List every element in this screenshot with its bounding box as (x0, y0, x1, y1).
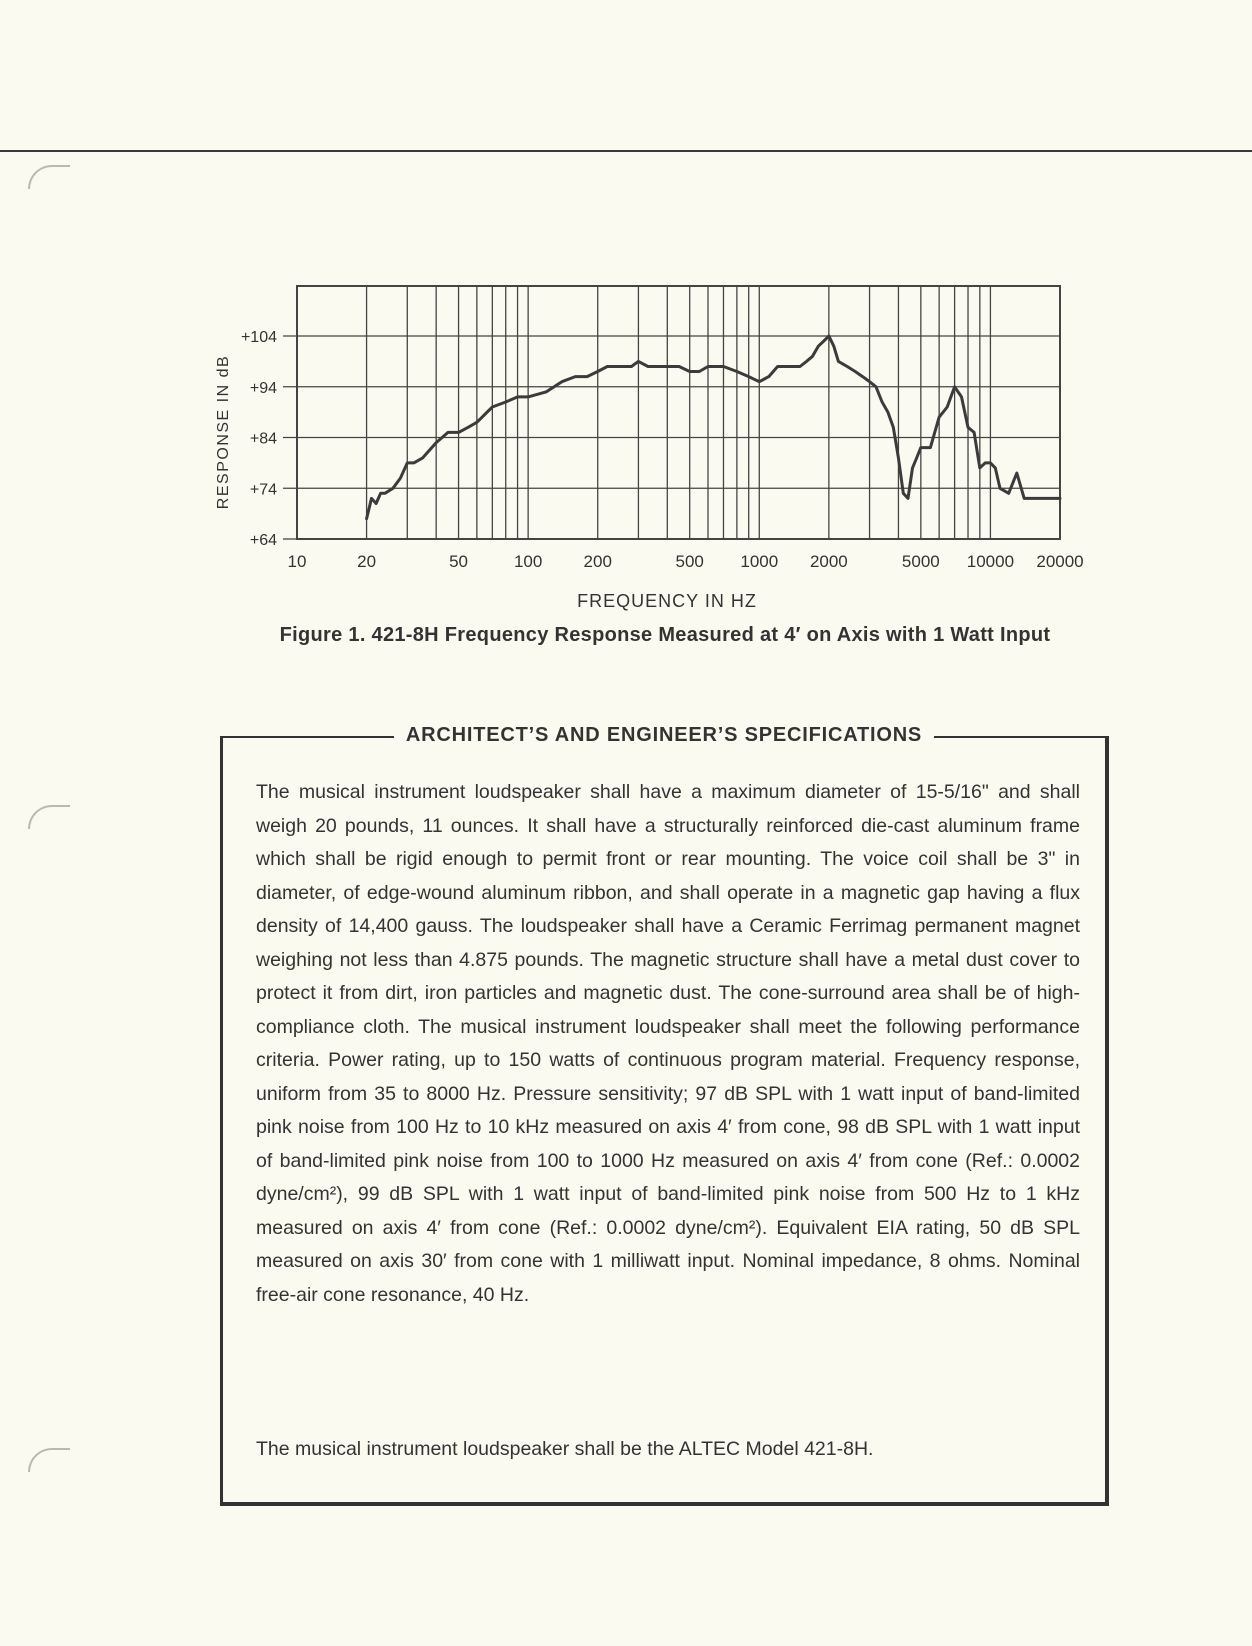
x-tick-label: 500 (675, 552, 704, 571)
top-rule (0, 150, 1252, 152)
plot-frame (297, 286, 1060, 539)
x-tick-label: 5000 (901, 552, 940, 571)
x-tick-label: 20 (357, 552, 377, 571)
x-tick-label: 20000 (1036, 552, 1084, 571)
frequency-response-line (367, 336, 1060, 519)
y-tick-label: +74 (249, 481, 277, 499)
specifications-heading-wrap (223, 724, 1105, 747)
x-tick-label: 200 (583, 552, 612, 571)
x-tick-label: 2000 (809, 552, 848, 571)
y-tick-label: +84 (249, 430, 277, 448)
specifications-box (220, 724, 1109, 1506)
specifications-heading: ARCHITECT’S AND ENGINEER’S SPECIFICATIONS (394, 724, 934, 746)
y-axis-label: RESPONSE IN dB (215, 354, 232, 510)
y-tick-label: +94 (249, 379, 277, 397)
frequency-response-chart (200, 270, 1150, 615)
y-tick-label: +104 (240, 329, 277, 346)
x-axis-label: FREQUENCY IN HZ (577, 591, 757, 611)
specifications-body: The musical instrument loudspeaker shall have a maximum diameter of 15-5/16" and shall weigh 20 pounds, 11 ounces. It shall have a structurally reinforced die-cast aluminum frame which shall be rigid enough to permit front or rear mounting. The voice coil shall be 3" in diameter, of edge-wound aluminum ribbon, and shall operate in a magnetic gap having a flux density of 14,400 gauss. The loudspeaker shall have a Ceramic Ferrimag permanent magnet weighing not less than 4.875 pounds. The magnetic structure shall have a metal dust cover to protect it from dirt, iron particles and magnetic dust. The cone-surround area shall be of high-compliance cloth. The musical instrument loudspeaker shall meet the following performance criteria. Power rating, up to 150 watts of continuous program material. Frequency response, uniform from 35 to 8000 Hz. Pressure sensitivity; 97 dB SPL with 1 watt input of band-limited pink noise from 100 Hz to 10 kHz measured on axis 4′ from cone, 98 dB SPL with 1 watt input of band-limited pink noise from 100 to 1000 Hz measured on axis 4′ from cone (Ref.: 0.0002 dyne/cm²), 99 dB SPL with 1 watt input of band-limited pink noise from 500 Hz to 1 kHz measured on axis 4′ from cone (Ref.: 0.0002 dyne/cm²). Equivalent EIA rating, 50 dB SPL measured on axis 30′ from cone with 1 milliwatt input. Nominal impedance, 8 ohms. Nominal free-air cone resonance, 40 Hz. (256, 781, 1080, 1306)
x-tick-label: 100 (513, 552, 543, 571)
specifications-closing: The musical instrument loudspeaker shall be the ALTEC Model 421-8H. (256, 1438, 874, 1460)
y-tick-label: +64 (249, 532, 277, 549)
x-tick-label: 10000 (966, 552, 1015, 571)
x-tick-label: 1000 (740, 552, 779, 571)
punch-hole-mark (28, 805, 70, 829)
x-tick-label: 50 (449, 552, 469, 571)
x-tick-label: 10 (287, 552, 307, 571)
punch-hole-mark (28, 165, 70, 189)
figure-caption: Figure 1. 421-8H Frequency Response Measured at 4′ on Axis with 1 Watt Input (279, 624, 1051, 646)
punch-hole-mark (28, 1448, 70, 1472)
